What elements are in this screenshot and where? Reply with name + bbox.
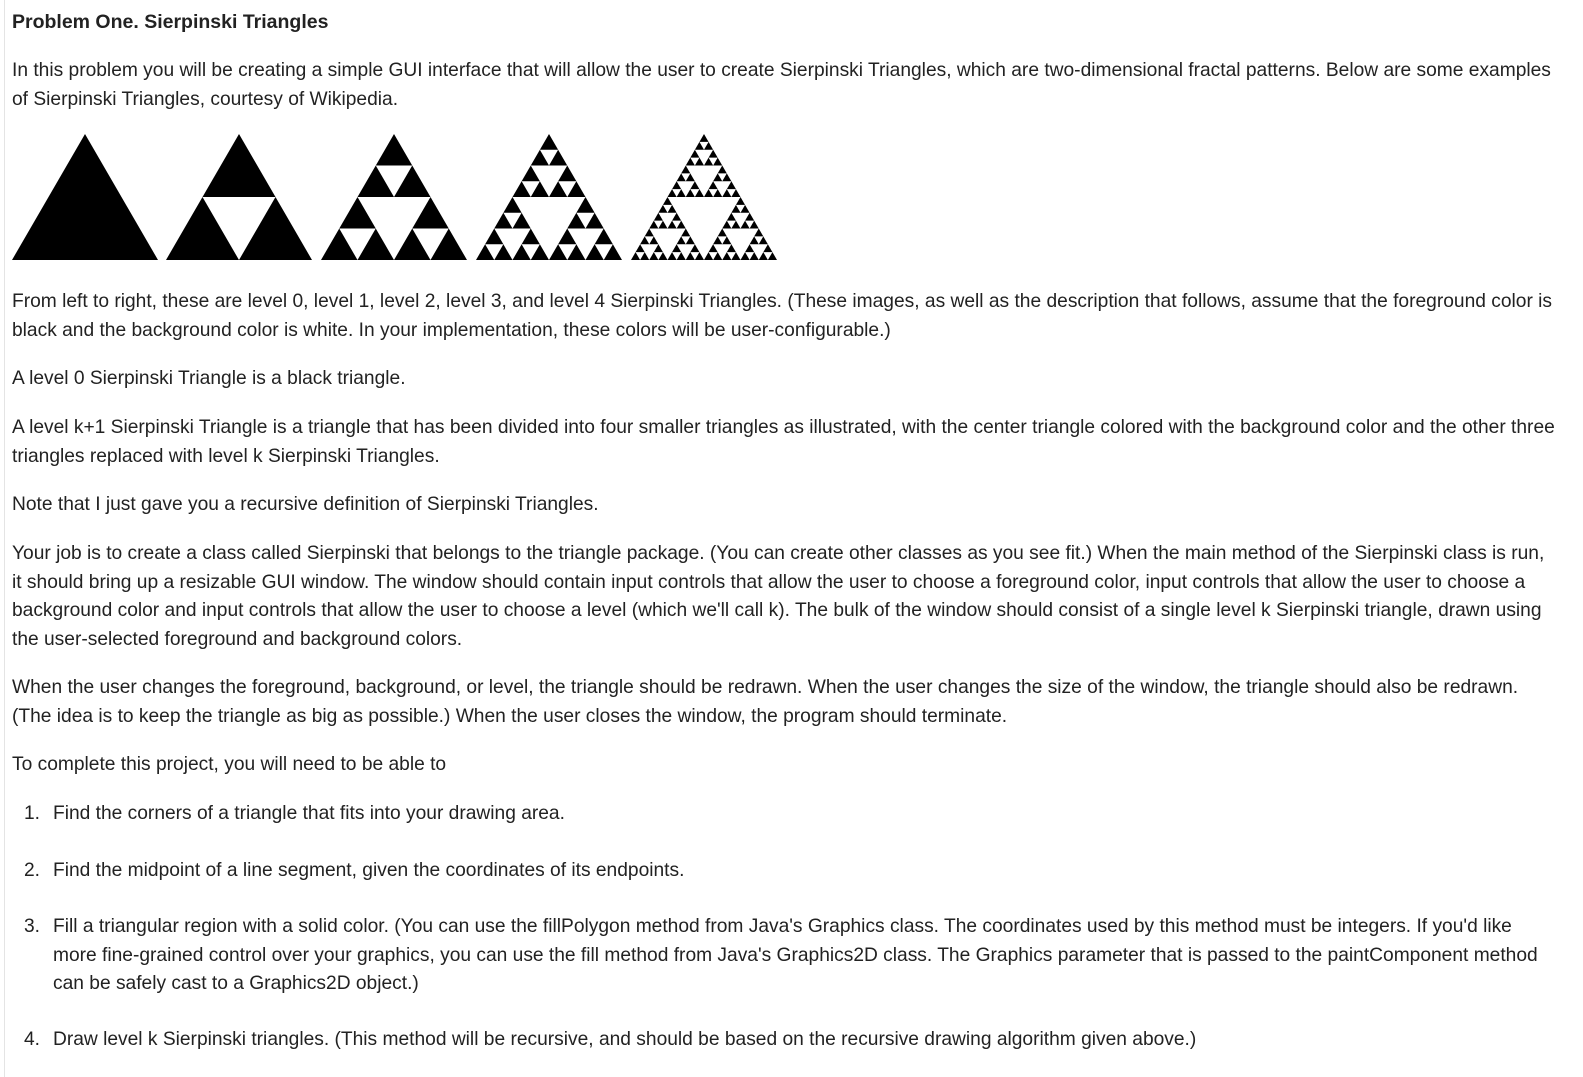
- list-item-text: Fill a triangular region with a solid color. (You can use the fillPolygon method from Java's Graphics class. The coordinates used by this method must be integers. If you'd like more fine-grained control over your graphics, you can use the fill method from Java's Graphics2D class. The Graphics parameter that is passed to the paintComponent method can be safely cast to a Graphics2D object.): [53, 916, 1538, 994]
- sierpinski-figure: [12, 134, 782, 260]
- list-item-text: Find the midpoint of a line segment, given the coordinates of its endpoints.: [53, 860, 685, 881]
- sierpinski-level-4: [631, 134, 777, 260]
- sierpinski-level-1: [166, 134, 312, 260]
- sierpinski-outer-triangle: [12, 134, 158, 260]
- sierpinski-level-2: [321, 134, 467, 260]
- list-item-number: 4.: [24, 1029, 41, 1050]
- level-0-definition-paragraph: A level 0 Sierpinski Triangle is a black triangle.: [12, 368, 406, 389]
- list-item-text: Draw level k Sierpinski triangles. (This method will be recursive, and should be based on the recursive drawing algorithm given above.): [53, 1029, 1197, 1050]
- sierpinski-level-3: [476, 134, 622, 260]
- redraw-behavior-paragraph: When the user changes the foreground, background, or level, the triangle should be redrawn. When the user changes the size of the window, the triangle should also be redrawn. (The idea is to keep the triangle as big as possible.) When the user closes the window, the program should terminate.: [12, 677, 1519, 727]
- level-k-plus-1-definition-paragraph: A level k+1 Sierpinski Triangle is a triangle that has been divided into four smaller triangles as illustrated, with the center triangle colored with the background color and the other three triangles replaced with level k Sierpinski Triangles.: [12, 417, 1555, 467]
- recursive-note-paragraph: Note that I just gave you a recursive definition of Sierpinski Triangles.: [12, 494, 599, 515]
- list-item-number: 2.: [24, 860, 41, 881]
- sierpinski-level-0: [12, 134, 158, 260]
- job-description-paragraph: Your job is to create a class called Sierpinski that belongs to the triangle package. (You can create other classes as you see fit.) When the main method of the Sierpinski class is run, it should bring up a resizable GUI window. The window should contain input controls that allow the user to choose a foreground color, input controls that allow the user to choose a background color and input controls that allow the user to choose a level (which we'll call k). The bulk of the window should consist of a single level k Sierpinski triangle, drawn using the user-selected foreground and background colors.: [12, 543, 1545, 650]
- left-border-rule: [4, 0, 5, 1077]
- levels-description-paragraph: From left to right, these are level 0, level 1, level 2, level 3, and level 4 Sierpinski Triangles. (These images, as well as the description that follows, assume that the foreground color is black and the background color is white. In your implementation, these colors will be user-configurable.): [12, 291, 1553, 341]
- problem-title: Problem One. Sierpinski Triangles: [12, 11, 329, 33]
- list-item-text: Find the corners of a triangle that fits into your drawing area.: [53, 803, 565, 824]
- requirements-intro-paragraph: To complete this project, you will need to be able to: [12, 754, 447, 775]
- list-item-number: 3.: [24, 916, 41, 937]
- intro-paragraph: In this problem you will be creating a simple GUI interface that will allow the user to create Sierpinski Triangles, which are two-dimensional fractal patterns. Below are some examples of Sierpinski Triangles, courtesy of Wikipedia.: [12, 60, 1551, 110]
- list-item-number: 1.: [24, 803, 41, 824]
